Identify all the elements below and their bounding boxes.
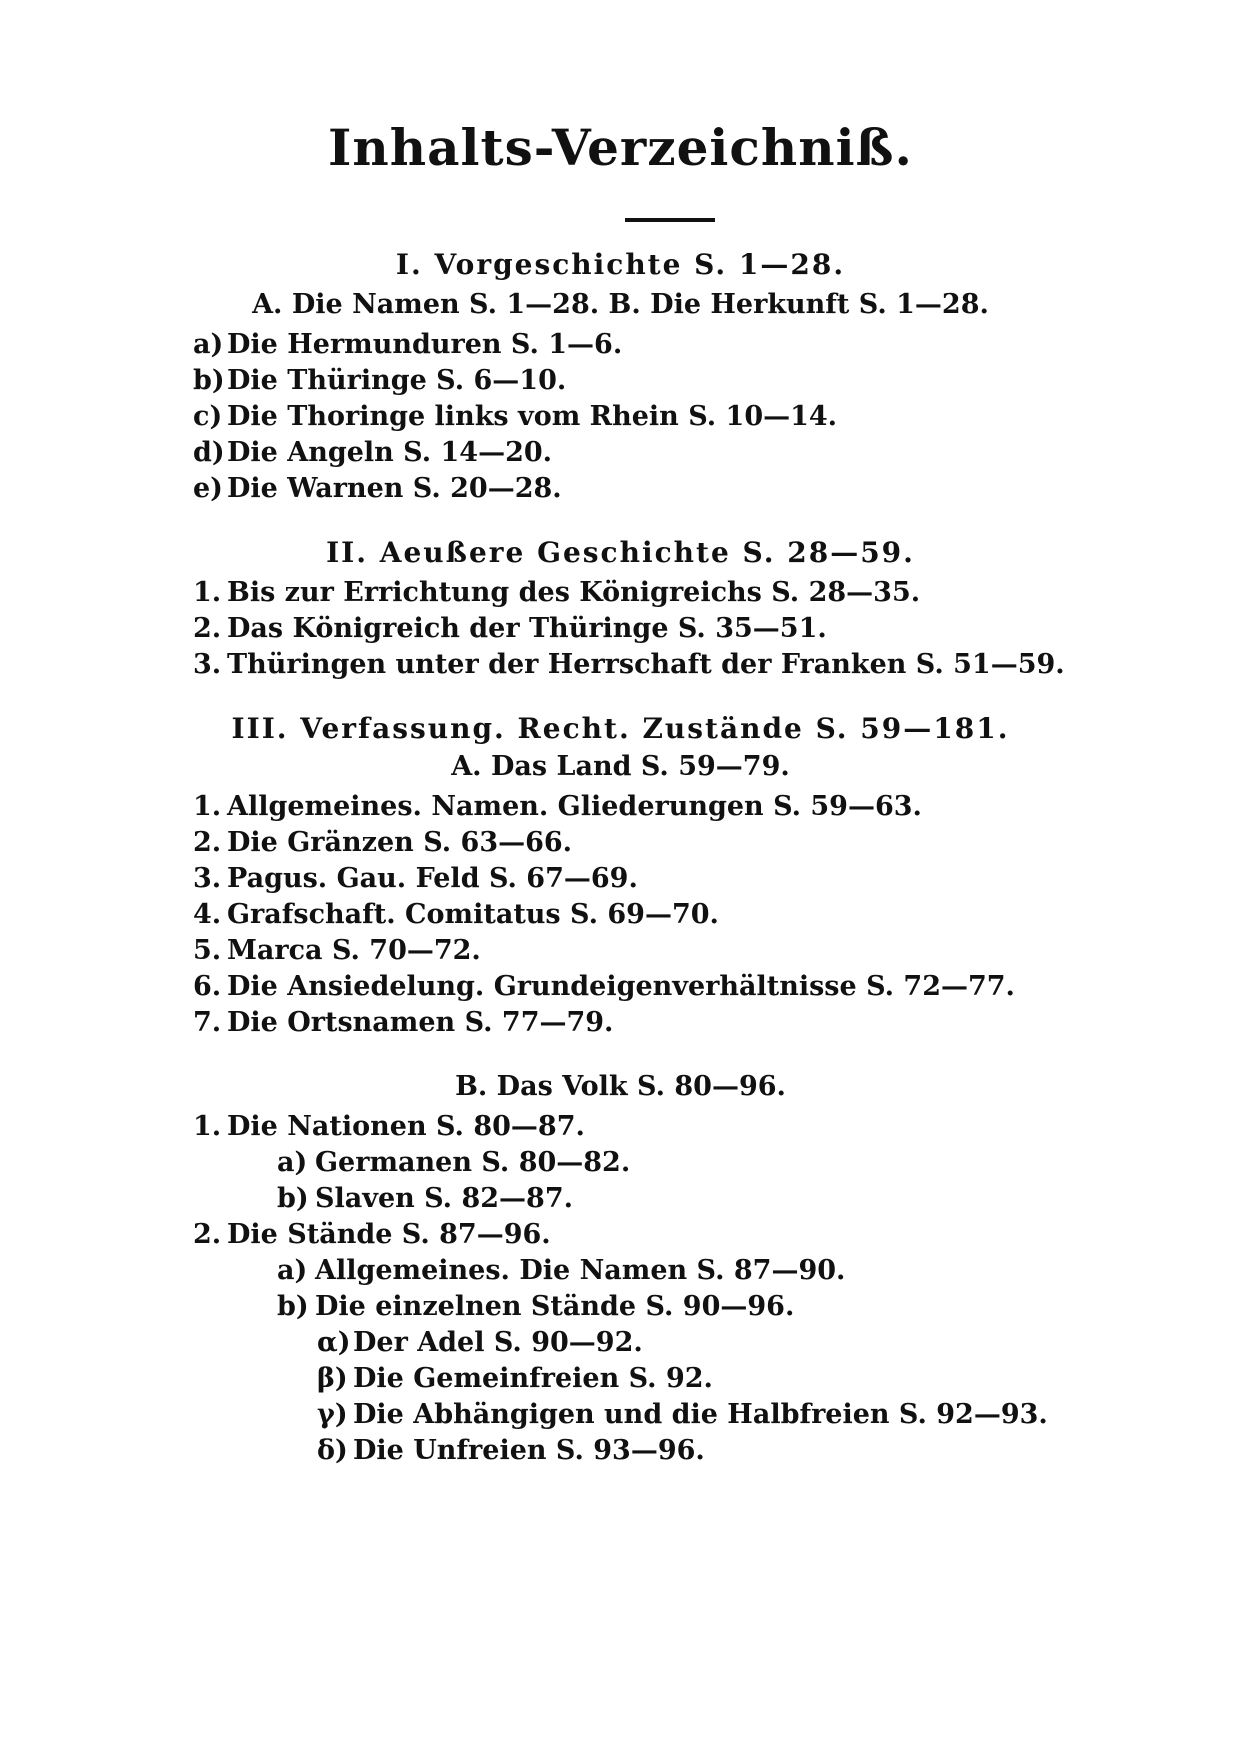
- entry-marker: a): [277, 1255, 308, 1286]
- toc-entry: [193, 826, 572, 860]
- toc-entry: [193, 1218, 551, 1252]
- entry-marker: β): [317, 1363, 348, 1394]
- toc-entry: [193, 1006, 613, 1040]
- toc-entry: [193, 436, 552, 470]
- entry-text: Grafschaft. Comitatus S. 69—70.: [227, 899, 719, 930]
- entry-marker: 3.: [193, 649, 222, 680]
- entry-marker: 1.: [193, 1111, 222, 1142]
- entry-marker: d): [193, 437, 225, 468]
- entry-marker: 6.: [193, 971, 222, 1002]
- entry-text: Die Abhängigen und die Halbfreien S. 92—93.: [353, 1399, 1048, 1430]
- toc-entry: [193, 612, 827, 646]
- section-subheading-1: A. Die Namen S. 1—28. B. Die Herkunft S. 1—28.: [252, 289, 989, 320]
- entry-text: Die Gränzen S. 63—66.: [227, 827, 573, 858]
- entry-text: Germanen S. 80—82.: [315, 1147, 631, 1178]
- entry-marker: α): [317, 1327, 351, 1358]
- section-heading-1: I. Vorgeschichte S. 1—28.: [395, 248, 846, 281]
- entry-marker: 3.: [193, 863, 222, 894]
- entry-text: Die Unfreien S. 93—96.: [353, 1435, 705, 1466]
- entry-text: Die Thoringe links vom Rhein S. 10—14.: [227, 401, 838, 432]
- entry-text: Die einzelnen Stände S. 90—96.: [315, 1291, 795, 1322]
- entry-text: Die Angeln S. 14—20.: [227, 437, 553, 468]
- entry-marker: e): [193, 473, 223, 504]
- toc-entry: [317, 1362, 713, 1396]
- entry-text: Die Thüringe S. 6—10.: [227, 365, 567, 396]
- entry-text: Die Stände S. 87—96.: [227, 1219, 551, 1250]
- toc-entry: [193, 898, 719, 932]
- entry-text: Die Ortsnamen S. 77—79.: [227, 1007, 614, 1038]
- entry-marker: 1.: [193, 577, 222, 608]
- toc-entry: [193, 576, 920, 610]
- toc-entry: [317, 1398, 1048, 1432]
- entry-marker: δ): [317, 1435, 348, 1466]
- entry-text: Die Gemeinfreien S. 92.: [353, 1363, 713, 1394]
- toc-entry: [193, 400, 837, 434]
- entry-marker: c): [193, 401, 223, 432]
- toc-entry: [193, 328, 622, 362]
- page-title: Inhalts-Verzeichniß.: [328, 118, 913, 177]
- section-subheading-3a: A. Das Land S. 59—79.: [451, 751, 790, 782]
- entry-text: Die Nationen S. 80—87.: [227, 1111, 585, 1142]
- toc-entry: [193, 934, 481, 968]
- entry-marker: 7.: [193, 1007, 222, 1038]
- section-subheading-3b: B. Das Volk S. 80—96.: [455, 1071, 786, 1102]
- entry-marker: b): [277, 1183, 309, 1214]
- toc-entry: [193, 970, 1015, 1004]
- section-heading-3: III. Verfassung. Recht. Zustände S. 59—181.: [231, 712, 1010, 745]
- entry-text: Der Adel S. 90—92.: [353, 1327, 643, 1358]
- entry-text: Die Hermunduren S. 1—6.: [227, 329, 623, 360]
- entry-marker: γ): [317, 1399, 348, 1430]
- entry-marker: 5.: [193, 935, 222, 966]
- entry-marker: b): [277, 1291, 309, 1322]
- title-divider: [625, 218, 715, 222]
- entry-text: Slaven S. 82—87.: [315, 1183, 574, 1214]
- toc-entry: [193, 472, 562, 506]
- entry-marker: 2.: [193, 613, 222, 644]
- entry-marker: 1.: [193, 791, 222, 822]
- section-heading-2: II. Aeußere Geschichte S. 28—59.: [326, 536, 915, 569]
- toc-entry: [193, 364, 566, 398]
- toc-entry: [277, 1182, 573, 1216]
- entry-text: Pagus. Gau. Feld S. 67—69.: [227, 863, 638, 894]
- entry-marker: 4.: [193, 899, 222, 930]
- toc-entry: [317, 1434, 705, 1468]
- toc-entry: [193, 1110, 585, 1144]
- toc-entry: [193, 790, 922, 824]
- entry-text: Die Warnen S. 20—28.: [227, 473, 562, 504]
- entry-marker: 2.: [193, 1219, 222, 1250]
- toc-entry: [277, 1290, 794, 1324]
- entry-text: Bis zur Errichtung des Königreichs S. 28—35.: [227, 577, 921, 608]
- entry-text: Marca S. 70—72.: [227, 935, 481, 966]
- entry-text: Thüringen unter der Herrschaft der Franken S. 51—59.: [227, 649, 1065, 680]
- toc-entry: [277, 1146, 630, 1180]
- toc-entry: [193, 648, 1065, 682]
- entry-text: Das Königreich der Thüringe S. 35—51.: [227, 613, 827, 644]
- entry-text: Allgemeines. Namen. Gliederungen S. 59—63.: [227, 791, 922, 822]
- entry-marker: a): [277, 1147, 308, 1178]
- entry-marker: a): [193, 329, 224, 360]
- entry-text: Die Ansiedelung. Grundeigenverhältnisse S. 72—77.: [227, 971, 1015, 1002]
- toc-entry: [277, 1254, 845, 1288]
- toc-entry: [193, 862, 638, 896]
- entry-marker: 2.: [193, 827, 222, 858]
- entry-text: Allgemeines. Die Namen S. 87—90.: [315, 1255, 846, 1286]
- entry-marker: b): [193, 365, 225, 396]
- toc-entry: [317, 1326, 643, 1360]
